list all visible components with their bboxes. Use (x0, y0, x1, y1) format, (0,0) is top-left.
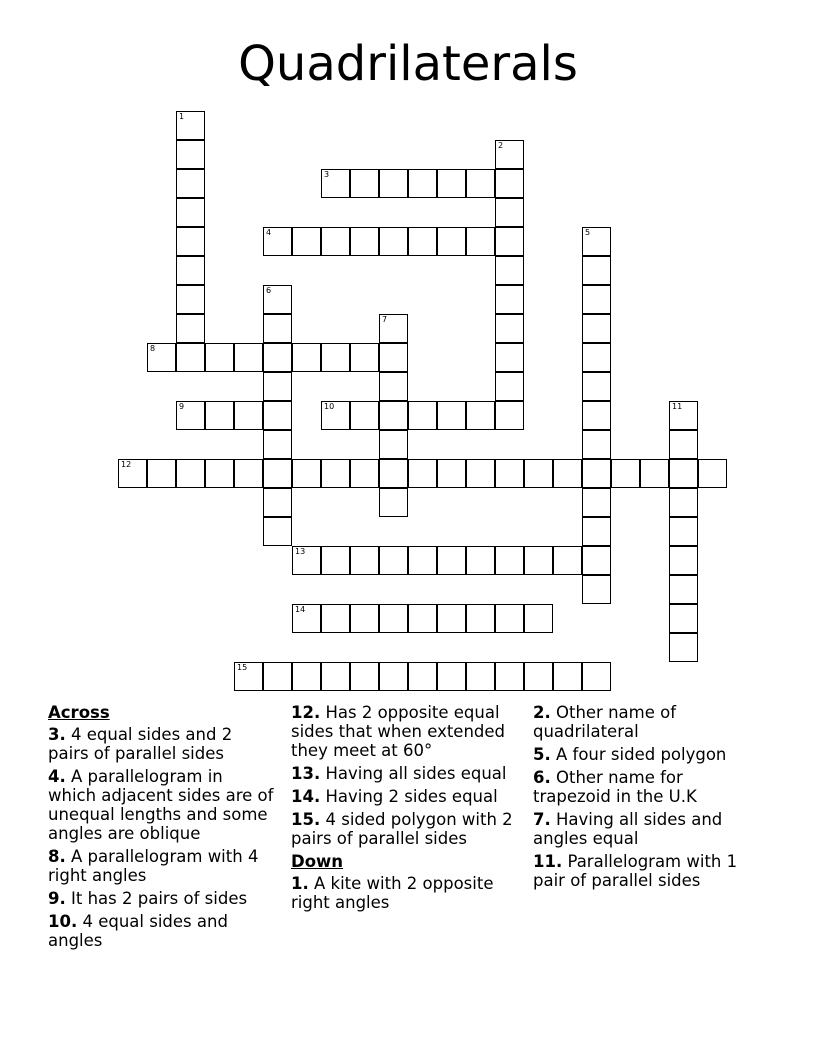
grid-cell[interactable] (263, 662, 292, 691)
grid-cell[interactable] (379, 372, 408, 401)
grid-cell[interactable] (408, 546, 437, 575)
grid-cell[interactable] (437, 401, 466, 430)
clue-number: 11 (672, 402, 683, 411)
grid-cell[interactable] (466, 227, 495, 256)
clue-item-text: Other name of quadrilateral (533, 703, 677, 741)
grid-cell[interactable] (379, 604, 408, 633)
grid-cell[interactable] (437, 169, 466, 198)
down-heading: Down (291, 852, 344, 871)
grid-cell[interactable] (582, 227, 611, 256)
grid-cell[interactable] (553, 662, 582, 691)
clue-item-text: Having all sides and angles equal (533, 810, 723, 848)
grid-cell[interactable] (582, 662, 611, 691)
grid-cell[interactable] (408, 401, 437, 430)
grid-cell[interactable] (408, 459, 437, 488)
grid-cell[interactable] (582, 546, 611, 575)
clue-item (291, 787, 519, 806)
clue-number: 3 (324, 170, 330, 179)
grid-cell[interactable] (466, 459, 495, 488)
clue-item-number: 13. (291, 764, 321, 783)
clue-item-number: 7. (533, 810, 551, 829)
clue-item-text: 4 sided polygon with 2 pairs of parallel sides (291, 810, 513, 848)
grid-cell[interactable] (263, 314, 292, 343)
grid-cell[interactable] (147, 343, 176, 372)
grid-cell[interactable] (379, 227, 408, 256)
clue-item (48, 767, 276, 843)
grid-cell[interactable] (176, 169, 205, 198)
grid-cell[interactable] (669, 575, 698, 604)
grid-cell[interactable] (379, 343, 408, 372)
grid-cell[interactable] (553, 459, 582, 488)
clue-item-text: A parallelogram with 4 right angles (48, 847, 259, 885)
grid-cell[interactable] (234, 401, 263, 430)
grid-cell[interactable] (292, 546, 321, 575)
grid-cell[interactable] (495, 285, 524, 314)
grid-cell[interactable] (466, 662, 495, 691)
clue-item (48, 725, 276, 763)
clue-item-number: 12. (291, 703, 321, 722)
clue-number: 10 (324, 402, 335, 411)
grid-cell[interactable] (321, 169, 350, 198)
grid-cell[interactable] (321, 546, 350, 575)
clue-item-number: 14. (291, 787, 321, 806)
grid-cell[interactable] (350, 604, 379, 633)
grid-cell[interactable] (292, 604, 321, 633)
clue-number: 4 (266, 228, 272, 237)
grid-cell[interactable] (495, 662, 524, 691)
grid-cell[interactable] (263, 430, 292, 459)
clue-number: 12 (121, 460, 132, 469)
grid-cell[interactable] (176, 459, 205, 488)
grid-cell[interactable] (669, 430, 698, 459)
grid-cell[interactable] (176, 285, 205, 314)
clue-column-left (48, 703, 276, 954)
grid-cell[interactable] (582, 256, 611, 285)
grid-cell[interactable] (350, 343, 379, 372)
grid-cell[interactable] (495, 314, 524, 343)
grid-cell[interactable] (698, 459, 727, 488)
grid-cell[interactable] (495, 372, 524, 401)
grid-cell[interactable] (350, 401, 379, 430)
grid-cell[interactable] (437, 459, 466, 488)
grid-cell[interactable] (321, 343, 350, 372)
grid-cell[interactable] (263, 459, 292, 488)
clue-item-number: 3. (48, 725, 66, 744)
grid-cell[interactable] (582, 430, 611, 459)
clue-item-text: 4 equal sides and angles (48, 912, 228, 950)
grid-cell[interactable] (379, 401, 408, 430)
grid-cell[interactable] (640, 459, 669, 488)
grid-cell[interactable] (466, 604, 495, 633)
clue-item-text: 4 equal sides and 2 pairs of parallel sides (48, 725, 233, 763)
grid-cell[interactable] (176, 140, 205, 169)
grid-cell[interactable] (524, 459, 553, 488)
page-title: Quadrilaterals (238, 36, 578, 92)
grid-cell[interactable] (669, 546, 698, 575)
grid-cell[interactable] (350, 662, 379, 691)
grid-cell[interactable] (524, 662, 553, 691)
grid-cell[interactable] (292, 227, 321, 256)
clue-item-number: 4. (48, 767, 66, 786)
clue-item (533, 810, 765, 848)
grid-cell[interactable] (176, 401, 205, 430)
clue-item-number: 1. (291, 874, 309, 893)
clue-number: 15 (237, 663, 248, 672)
grid-cell[interactable] (263, 343, 292, 372)
grid-cell[interactable] (553, 546, 582, 575)
grid-cell[interactable] (495, 169, 524, 198)
grid-cell[interactable] (321, 227, 350, 256)
grid-cell[interactable] (379, 662, 408, 691)
grid-cell[interactable] (495, 140, 524, 169)
clue-item (291, 703, 519, 760)
across-heading: Across (48, 703, 110, 722)
grid-cell[interactable] (524, 546, 553, 575)
grid-cell[interactable] (495, 343, 524, 372)
clue-item-text: It has 2 pairs of sides (65, 889, 248, 908)
grid-cell[interactable] (466, 169, 495, 198)
grid-cell[interactable] (582, 575, 611, 604)
grid-cell[interactable] (350, 227, 379, 256)
grid-cell[interactable] (466, 546, 495, 575)
grid-cell[interactable] (669, 401, 698, 430)
grid-cell[interactable] (669, 488, 698, 517)
grid-cell[interactable] (669, 517, 698, 546)
grid-cell[interactable] (669, 633, 698, 662)
grid-cell[interactable] (582, 372, 611, 401)
clue-item-number: 8. (48, 847, 66, 866)
clue-item (291, 764, 519, 783)
grid-cell[interactable] (524, 604, 553, 633)
grid-cell[interactable] (263, 285, 292, 314)
grid-cell[interactable] (263, 488, 292, 517)
grid-cell[interactable] (379, 169, 408, 198)
grid-cell[interactable] (379, 314, 408, 343)
grid-cell[interactable] (379, 430, 408, 459)
grid-cell[interactable] (495, 198, 524, 227)
clue-item-text: Having all sides equal (320, 764, 507, 783)
clue-item (48, 912, 276, 950)
grid-cell[interactable] (234, 459, 263, 488)
grid-cell[interactable] (205, 459, 234, 488)
grid-cell[interactable] (582, 343, 611, 372)
clue-number: 2 (498, 141, 504, 150)
grid-cell[interactable] (321, 401, 350, 430)
clue-number: 14 (295, 605, 306, 614)
clue-item-text: Having 2 sides equal (320, 787, 498, 806)
grid-cell[interactable] (263, 401, 292, 430)
grid-cell[interactable] (321, 662, 350, 691)
grid-cell[interactable] (176, 343, 205, 372)
grid-cell[interactable] (495, 604, 524, 633)
grid-cell[interactable] (495, 227, 524, 256)
grid-cell[interactable] (176, 198, 205, 227)
grid-cell[interactable] (437, 227, 466, 256)
clue-item (48, 889, 276, 908)
grid-cell[interactable] (495, 256, 524, 285)
clue-item (291, 810, 519, 848)
grid-cell[interactable] (582, 488, 611, 517)
grid-cell[interactable] (669, 604, 698, 633)
grid-cell[interactable] (408, 604, 437, 633)
clue-item-text: A kite with 2 opposite right angles (291, 874, 494, 912)
clue-item-text: Other name for trapezoid in the U.K (533, 768, 697, 806)
grid-cell[interactable] (582, 314, 611, 343)
clue-number: 13 (295, 547, 306, 556)
clue-number: 9 (179, 402, 185, 411)
grid-cell[interactable] (205, 401, 234, 430)
grid-cell[interactable] (495, 546, 524, 575)
grid-cell[interactable] (205, 343, 234, 372)
clue-item (291, 874, 519, 912)
clue-number: 7 (382, 315, 388, 324)
clue-number: 1 (179, 112, 185, 121)
grid-cell[interactable] (582, 459, 611, 488)
grid-cell[interactable] (582, 285, 611, 314)
clue-item-number: 9. (48, 889, 66, 908)
grid-cell[interactable] (379, 459, 408, 488)
grid-cell[interactable] (321, 459, 350, 488)
grid-cell[interactable] (408, 227, 437, 256)
clue-item-number: 10. (48, 912, 78, 931)
grid-cell[interactable] (437, 662, 466, 691)
grid-cell[interactable] (466, 401, 495, 430)
clue-item (48, 847, 276, 885)
clue-item (533, 703, 765, 741)
grid-cell[interactable] (669, 459, 698, 488)
grid-cell[interactable] (350, 169, 379, 198)
clue-column-middle (291, 703, 519, 916)
clue-item-text: A parallelogram in which adjacent sides are of unequal lengths and some angles are oblique (48, 767, 274, 843)
clue-item (533, 768, 765, 806)
grid-cell[interactable] (234, 662, 263, 691)
grid-cell[interactable] (582, 401, 611, 430)
clue-item (533, 745, 765, 764)
clue-item-text: A four sided polygon (550, 745, 727, 764)
clue-item-number: 11. (533, 852, 563, 871)
grid-cell[interactable] (292, 459, 321, 488)
clue-item-number: 6. (533, 768, 551, 787)
grid-cell[interactable] (176, 227, 205, 256)
clue-item-number: 15. (291, 810, 321, 829)
grid-cell[interactable] (234, 343, 263, 372)
clue-column-right (533, 703, 765, 894)
grid-cell[interactable] (118, 459, 147, 488)
clue-item (533, 852, 765, 890)
grid-cell[interactable] (176, 111, 205, 140)
grid-cell[interactable] (379, 488, 408, 517)
clue-item-text: Parallelogram with 1 pair of parallel sides (533, 852, 738, 890)
grid-cell[interactable] (176, 256, 205, 285)
grid-cell[interactable] (350, 546, 379, 575)
clue-number: 8 (150, 344, 156, 353)
clue-number: 5 (585, 228, 591, 237)
grid-cell[interactable] (263, 227, 292, 256)
grid-cell[interactable] (437, 546, 466, 575)
grid-cell[interactable] (147, 459, 176, 488)
grid-cell[interactable] (350, 459, 379, 488)
clue-item-number: 5. (533, 745, 551, 764)
grid-cell[interactable] (176, 314, 205, 343)
grid-cell[interactable] (379, 546, 408, 575)
clue-item-text: Has 2 opposite equal sides that when extended they meet at 60° (291, 703, 506, 760)
grid-cell[interactable] (437, 604, 466, 633)
grid-cell[interactable] (582, 517, 611, 546)
clue-item-number: 2. (533, 703, 551, 722)
grid-cell[interactable] (408, 169, 437, 198)
grid-cell[interactable] (292, 662, 321, 691)
grid-cell[interactable] (292, 343, 321, 372)
grid-cell[interactable] (263, 372, 292, 401)
grid-cell[interactable] (611, 459, 640, 488)
clue-number: 6 (266, 286, 272, 295)
grid-cell[interactable] (321, 604, 350, 633)
grid-cell[interactable] (495, 401, 524, 430)
grid-cell[interactable] (408, 662, 437, 691)
grid-cell[interactable] (495, 459, 524, 488)
grid-cell[interactable] (263, 517, 292, 546)
